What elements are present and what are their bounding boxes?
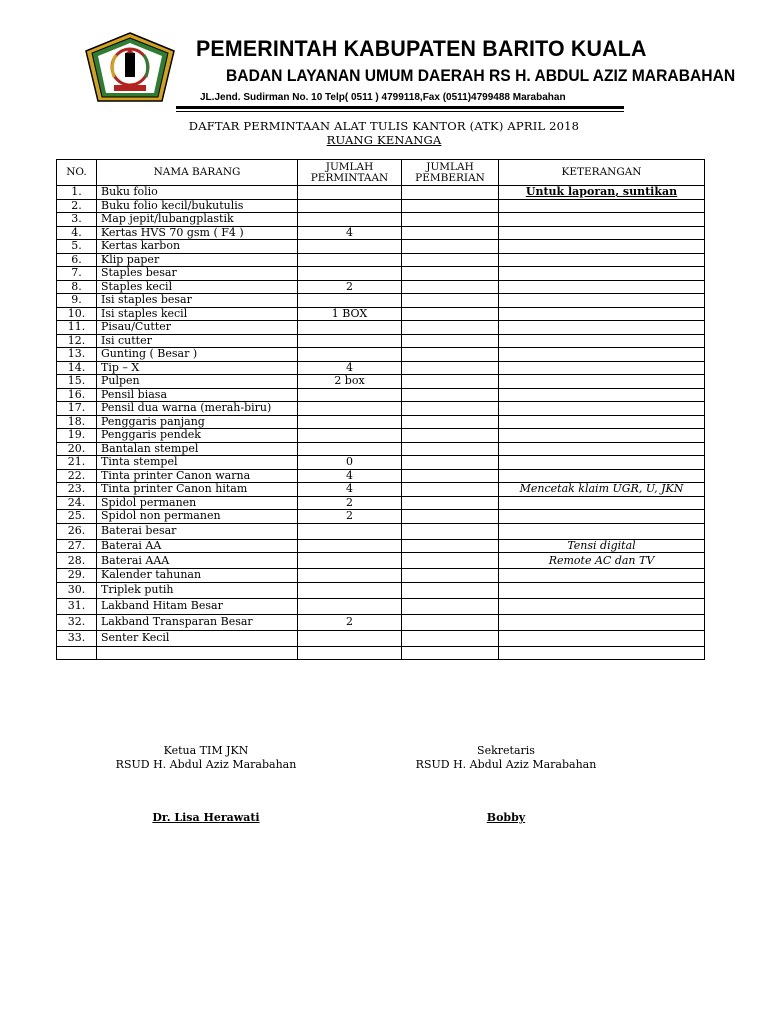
row-no: 32. [57, 614, 97, 630]
row-name: Lakband Hitam Besar [97, 598, 298, 614]
row-note [499, 415, 705, 429]
row-given [402, 456, 499, 470]
letterhead-address: JL.Jend. Sudirman No. 10 Telp( 0511 ) 4799118,Fax (0511)4799488 Marabahan [200, 92, 566, 103]
row-request [298, 294, 402, 308]
letterhead [0, 0, 768, 115]
table-row [57, 361, 705, 375]
row-name: Kalender tahunan [97, 569, 298, 583]
row-no: 23. [57, 483, 97, 497]
row-given [402, 429, 499, 443]
row-no: 33. [57, 630, 97, 646]
row-request [298, 334, 402, 348]
row-request [298, 646, 402, 660]
row-note [499, 199, 705, 213]
row-given [402, 375, 499, 389]
document-title: DAFTAR PERMINTAAN ALAT TULIS KANTOR (ATK) APRIL 2018 [188, 119, 580, 133]
table-row [57, 348, 705, 362]
table-row [57, 334, 705, 348]
table-row [57, 226, 705, 240]
table-row [57, 253, 705, 267]
row-name: Baterai AA [97, 539, 298, 553]
row-name: Staples kecil [97, 280, 298, 294]
row-note [499, 523, 705, 539]
row-request [298, 253, 402, 267]
signature-left-org: RSUD H. Abdul Aziz Marabahan [115, 758, 297, 771]
row-no: 4. [57, 226, 97, 240]
table-row [57, 553, 705, 569]
row-name: Kertas HVS 70 gsm ( F4 ) [97, 226, 298, 240]
row-request: 2 [298, 614, 402, 630]
row-given [402, 402, 499, 416]
row-request [298, 402, 402, 416]
row-given [402, 321, 499, 335]
document-room: RUANG KENANGA [326, 133, 442, 147]
row-request [298, 267, 402, 281]
row-note [499, 213, 705, 227]
row-no: 21. [57, 456, 97, 470]
table-row [57, 582, 705, 598]
header-given [402, 160, 499, 186]
row-given [402, 253, 499, 267]
row-name: Pensil dua warna (merah-biru) [97, 402, 298, 416]
row-request [298, 523, 402, 539]
row-given [402, 415, 499, 429]
row-no: 16. [57, 388, 97, 402]
row-name: Isi cutter [97, 334, 298, 348]
row-no: 29. [57, 569, 97, 583]
row-request: 1 BOX [298, 307, 402, 321]
row-name: Tinta printer Canon warna [97, 469, 298, 483]
row-no: 13. [57, 348, 97, 362]
row-note [499, 646, 705, 660]
row-request [298, 442, 402, 456]
row-no: 9. [57, 294, 97, 308]
row-note [499, 456, 705, 470]
row-no: 27. [57, 539, 97, 553]
row-note [499, 630, 705, 646]
header-note: KETERANGAN [499, 160, 705, 186]
row-no: 3. [57, 213, 97, 227]
row-name: Penggaris panjang [97, 415, 298, 429]
table-row [57, 429, 705, 443]
row-note [499, 334, 705, 348]
row-note [499, 361, 705, 375]
table-row [57, 523, 705, 539]
row-note [499, 569, 705, 583]
row-request [298, 429, 402, 443]
row-no: 25. [57, 510, 97, 524]
row-name: Penggaris pendek [97, 429, 298, 443]
row-request [298, 630, 402, 646]
signature-right-name: Bobby [486, 811, 526, 824]
table-row [57, 496, 705, 510]
row-given [402, 582, 499, 598]
row-no [57, 646, 97, 660]
signature-left-role: Ketua TIM JKN [163, 744, 249, 757]
table-row [57, 375, 705, 389]
row-name [97, 646, 298, 660]
row-request: 2 [298, 280, 402, 294]
signature-right-role: Sekretaris [477, 744, 535, 757]
table-row [57, 646, 705, 660]
row-name: Triplek putih [97, 582, 298, 598]
header-given-line2: PEMBERIAN [415, 171, 485, 184]
header-no: NO. [57, 160, 97, 186]
table-row [57, 415, 705, 429]
row-no: 12. [57, 334, 97, 348]
row-note [499, 240, 705, 254]
row-request: 4 [298, 469, 402, 483]
row-no: 6. [57, 253, 97, 267]
row-no: 8. [57, 280, 97, 294]
row-note [499, 348, 705, 362]
table-row [57, 388, 705, 402]
row-request [298, 213, 402, 227]
row-no: 26. [57, 523, 97, 539]
row-given [402, 469, 499, 483]
header-request-line1: JUMLAH [325, 160, 374, 173]
row-name: Lakband Transparan Besar [97, 614, 298, 630]
row-given [402, 240, 499, 254]
signature-right [406, 744, 606, 772]
header-name: NAMA BARANG [97, 160, 298, 186]
header-given-line1: JUMLAH [426, 160, 474, 173]
row-name: Gunting ( Besar ) [97, 348, 298, 362]
row-name: Map jepit/lubangplastik [97, 213, 298, 227]
row-name: Isi staples kecil [97, 307, 298, 321]
row-note [499, 388, 705, 402]
row-name: Kertas karbon [97, 240, 298, 254]
row-given [402, 267, 499, 281]
row-no: 14. [57, 361, 97, 375]
row-name: Spidol permanen [97, 496, 298, 510]
row-no: 24. [57, 496, 97, 510]
row-note [499, 598, 705, 614]
row-request: 4 [298, 361, 402, 375]
table-row [57, 469, 705, 483]
header-request-line2: PERMINTAAN [310, 171, 389, 184]
row-name: Isi staples besar [97, 294, 298, 308]
row-given [402, 553, 499, 569]
row-note [499, 280, 705, 294]
row-name: Tinta printer Canon hitam [97, 483, 298, 497]
signature-left-name: Dr. Lisa Herawati [152, 811, 260, 824]
table-row [57, 614, 705, 630]
row-request [298, 321, 402, 335]
row-request [298, 388, 402, 402]
row-given [402, 496, 499, 510]
row-name: Spidol non permanen [97, 510, 298, 524]
row-name: Bantalan stempel [97, 442, 298, 456]
row-note: Mencetak klaim UGR, U, JKN [499, 483, 705, 497]
row-request: 2 [298, 496, 402, 510]
table-row [57, 294, 705, 308]
row-note [499, 496, 705, 510]
row-given [402, 539, 499, 553]
row-no: 10. [57, 307, 97, 321]
row-request: 0 [298, 456, 402, 470]
row-no: 19. [57, 429, 97, 443]
row-given [402, 226, 499, 240]
row-request [298, 186, 402, 200]
row-request [298, 240, 402, 254]
row-request: 4 [298, 483, 402, 497]
row-no: 18. [57, 415, 97, 429]
row-request [298, 598, 402, 614]
row-note [499, 582, 705, 598]
row-name: Tinta stempel [97, 456, 298, 470]
row-given [402, 523, 499, 539]
row-given [402, 442, 499, 456]
row-request: 2 [298, 510, 402, 524]
row-request [298, 569, 402, 583]
table-row [57, 539, 705, 553]
row-name: Senter Kecil [97, 630, 298, 646]
row-name: Klip paper [97, 253, 298, 267]
row-note: Remote AC dan TV [499, 553, 705, 569]
row-no: 5. [57, 240, 97, 254]
row-given [402, 630, 499, 646]
row-note [499, 402, 705, 416]
row-note [499, 469, 705, 483]
row-note [499, 510, 705, 524]
table-row [57, 213, 705, 227]
row-given [402, 646, 499, 660]
row-given [402, 280, 499, 294]
row-given [402, 388, 499, 402]
table-row [57, 267, 705, 281]
row-given [402, 348, 499, 362]
row-given [402, 361, 499, 375]
row-given [402, 614, 499, 630]
row-note: Tensi digital [499, 539, 705, 553]
row-no: 22. [57, 469, 97, 483]
row-no: 11. [57, 321, 97, 335]
row-given [402, 334, 499, 348]
header-request [298, 160, 402, 186]
table-row [57, 456, 705, 470]
letterhead-title: PEMERINTAH KABUPATEN BARITO KUALA [196, 36, 647, 61]
row-no: 20. [57, 442, 97, 456]
table-row [57, 510, 705, 524]
table-row [57, 483, 705, 497]
table-body [57, 186, 705, 660]
row-given [402, 307, 499, 321]
row-request [298, 415, 402, 429]
row-name: Pulpen [97, 375, 298, 389]
table-row [57, 199, 705, 213]
signature-right-org: RSUD H. Abdul Aziz Marabahan [415, 758, 597, 771]
row-no: 15. [57, 375, 97, 389]
row-request [298, 553, 402, 569]
row-note [499, 442, 705, 456]
table-row [57, 321, 705, 335]
table-row [57, 307, 705, 321]
row-name: Buku folio kecil/bukutulis [97, 199, 298, 213]
row-note [499, 253, 705, 267]
row-note [499, 375, 705, 389]
row-name: Staples besar [97, 267, 298, 281]
table-row [57, 280, 705, 294]
signature-left [106, 744, 306, 772]
row-no: 31. [57, 598, 97, 614]
row-given [402, 199, 499, 213]
row-no: 2. [57, 199, 97, 213]
row-note [499, 294, 705, 308]
letterhead-rule-thick [176, 106, 624, 109]
row-given [402, 510, 499, 524]
row-given [402, 186, 499, 200]
table-row [57, 240, 705, 254]
row-note [499, 226, 705, 240]
row-given [402, 294, 499, 308]
table-row [57, 402, 705, 416]
row-name: Pisau/Cutter [97, 321, 298, 335]
row-name: Tip – X [97, 361, 298, 375]
row-request [298, 348, 402, 362]
row-name: Pensil biasa [97, 388, 298, 402]
row-request: 2 box [298, 375, 402, 389]
row-request: 4 [298, 226, 402, 240]
row-note [499, 267, 705, 281]
row-name: Buku folio [97, 186, 298, 200]
table-row [57, 442, 705, 456]
row-note [499, 614, 705, 630]
row-no: 28. [57, 553, 97, 569]
table-row [57, 630, 705, 646]
row-request [298, 582, 402, 598]
letterhead-rule-thin [176, 111, 624, 112]
row-given [402, 598, 499, 614]
table-row [57, 186, 705, 200]
row-no: 17. [57, 402, 97, 416]
row-name: Baterai AAA [97, 553, 298, 569]
items-table [56, 159, 705, 660]
row-given [402, 213, 499, 227]
row-given [402, 569, 499, 583]
row-name: Baterai besar [97, 523, 298, 539]
row-note [499, 307, 705, 321]
regency-emblem-icon [84, 31, 176, 107]
row-no: 7. [57, 267, 97, 281]
row-request [298, 539, 402, 553]
row-note: Untuk laporan, suntikan [499, 186, 705, 200]
row-request [298, 199, 402, 213]
row-no: 30. [57, 582, 97, 598]
row-note [499, 429, 705, 443]
table-row [57, 569, 705, 583]
table-header-row [57, 160, 705, 186]
row-given [402, 483, 499, 497]
row-note [499, 321, 705, 335]
letterhead-subtitle: BADAN LAYANAN UMUM DAERAH RS H. ABDUL AZIZ MARABAHAN [226, 66, 736, 85]
row-no: 1. [57, 186, 97, 200]
table-row [57, 598, 705, 614]
